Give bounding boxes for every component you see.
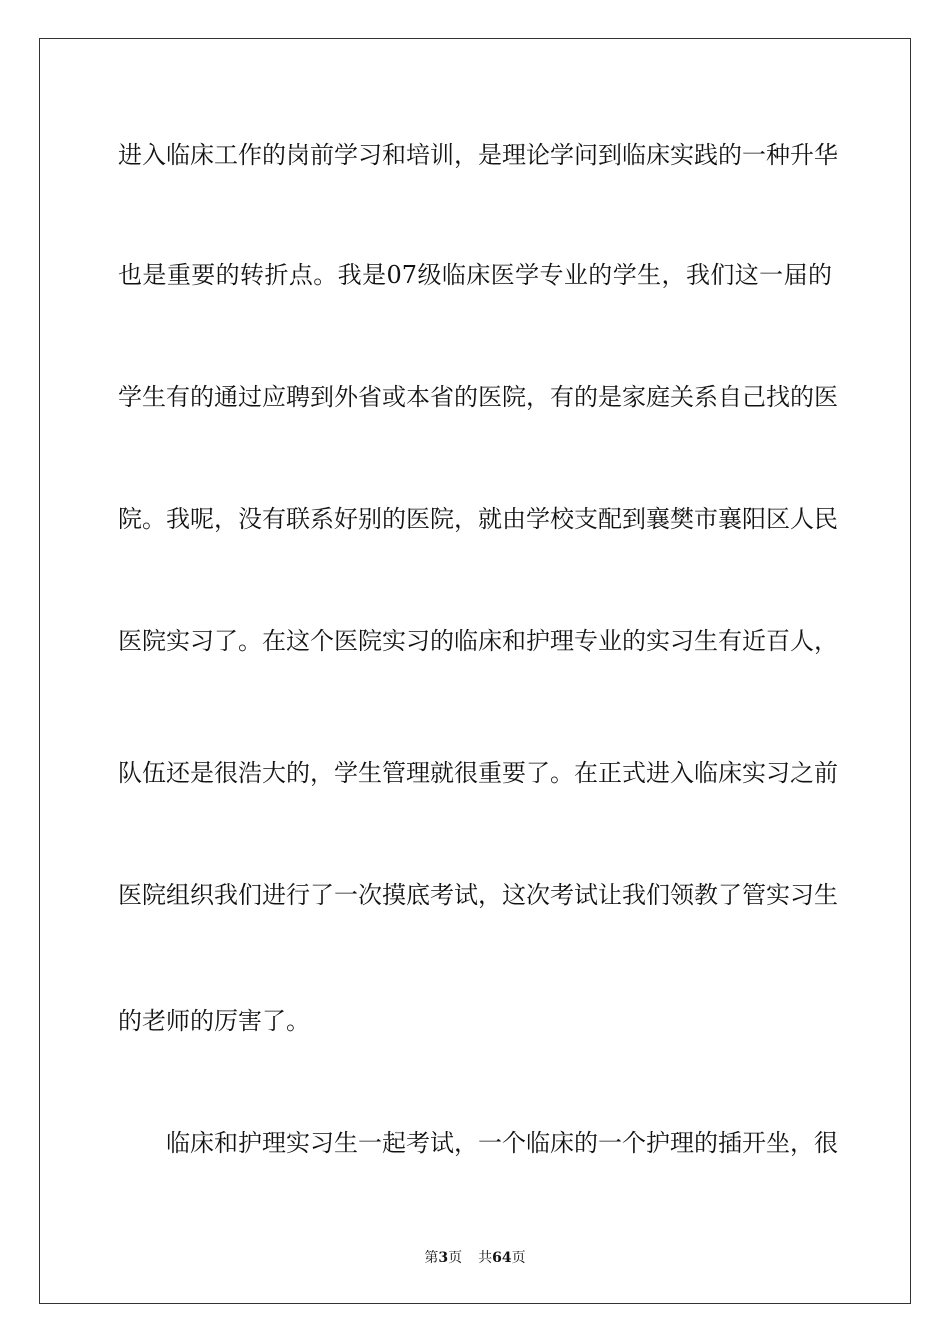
total-prefix: 共 [478,1250,493,1266]
body-line-4: 院。我呢，没有联系好别的医院，就由学校支配到襄樊市襄阳区人民 [118,505,838,533]
body-line-7: 医院组织我们进行了一次摸底考试，这次考试让我们领教了管实习生 [118,881,838,909]
body-line-6: 队伍还是很浩大的，学生管理就很重要了。在正式进入临床实习之前 [118,759,838,787]
page-suffix: 页 [448,1250,463,1266]
body-line-2: 也是重要的转折点。我是07级临床医学专业的学生，我们这一届的 [118,261,832,289]
page-prefix: 第 [424,1250,439,1266]
body-line-1: 进入临床工作的岗前学习和培训，是理论学问到临床实践的一种升华 [118,141,838,169]
body-line-5: 医院实习了。在这个医院实习的临床和护理专业的实习生有近百人， [118,627,838,655]
total-pages: 64 [492,1250,512,1266]
body-line-8: 的老师的厉害了。 [118,1007,310,1035]
body-line-9: 临床和护理实习生一起考试，一个临床的一个护理的插开坐，很 [166,1129,838,1157]
page-footer [0,1248,950,1268]
total-suffix: 页 [511,1250,526,1266]
page-number: 3 [438,1250,449,1266]
body-line-3: 学生有的通过应聘到外省或本省的医院，有的是家庭关系自己找的医 [118,383,838,411]
page-border [39,38,911,1304]
